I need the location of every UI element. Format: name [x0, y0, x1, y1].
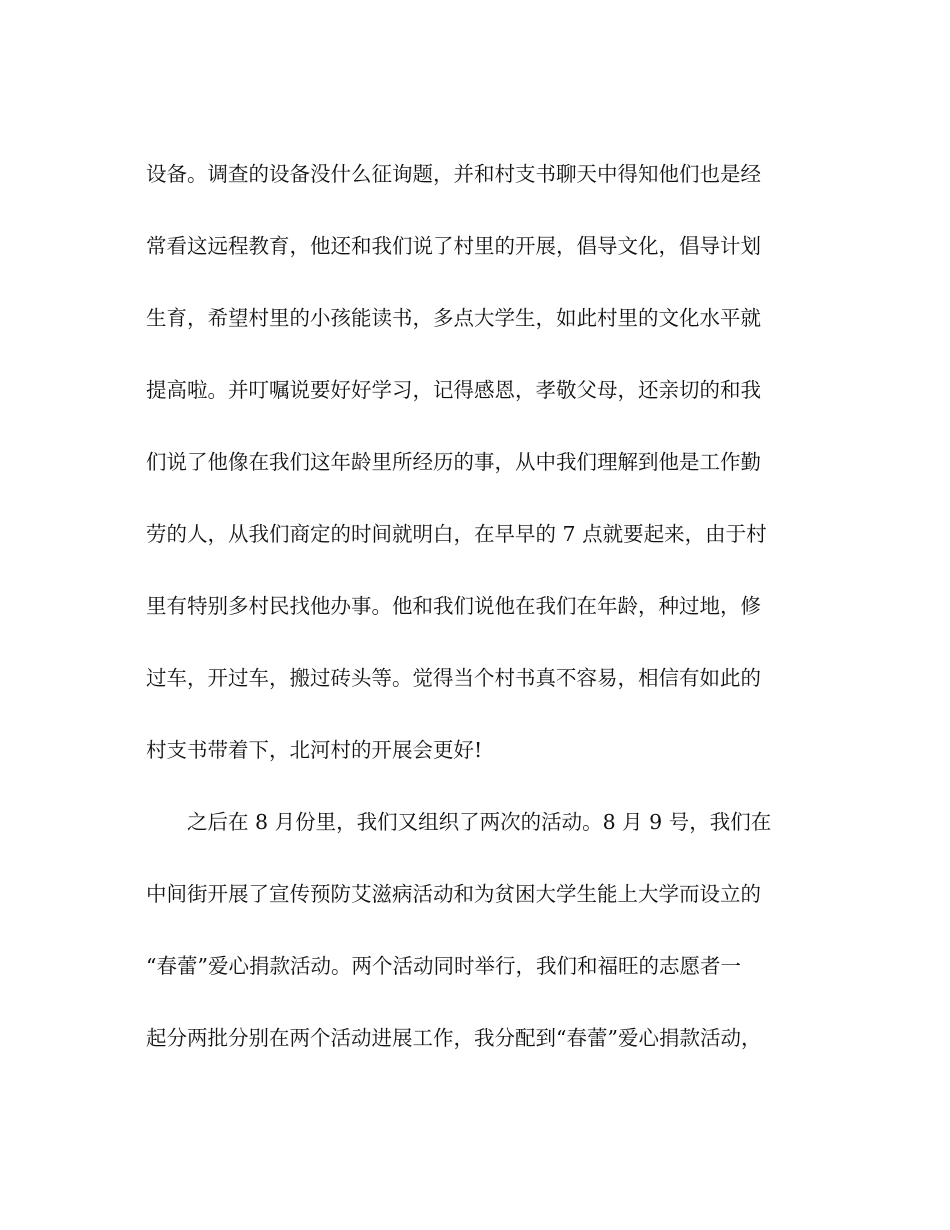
- text-line: 中间街开展了宣传预防艾滋病活动和为贫困大学生能上大学而设立的: [146, 882, 761, 906]
- text-line: 村支书带着下，北河村的开展会更好!: [146, 738, 483, 762]
- text-line: 设备。调查的设备没什么征询题，并和村支书聊天中得知他们也是经: [146, 162, 761, 186]
- text-line: 生育，希望村里的小孩能读书，多点大学生，如此村里的文化水平就: [146, 306, 761, 330]
- text-line: 劳的人，从我们商定的时间就明白，在早早的 7 点就要起来，由于村: [146, 522, 767, 546]
- text-line: 常看这远程教育，他还和我们说了村里的开展，倡导文化，倡导计划: [146, 234, 761, 258]
- text-line: 之后在 8 月份里，我们又组织了两次的活动。8 月 9 号，我们在: [146, 810, 772, 834]
- body-text: [146, 138, 806, 1074]
- text-line: “春蕾”爱心捐款活动。两个活动同时举行，我们和福旺的志愿者一: [146, 954, 741, 978]
- text-line: 提高啦。并叮嘱说要好好学习，记得感恩，孝敬父母，还亲切的和我: [146, 378, 761, 402]
- text-line: 过车，开过车，搬过砖头等。觉得当个村书真不容易，相信有如此的: [146, 666, 761, 690]
- text-line: 里有特别多村民找他办事。他和我们说他在我们在年龄，种过地，修: [146, 594, 761, 618]
- text-line: 起分两批分别在两个活动进展工作，我分配到“春蕾”爱心捐款活动，: [146, 1026, 762, 1050]
- text-line: 们说了他像在我们这年龄里所经历的事，从中我们理解到他是工作勤: [146, 450, 761, 474]
